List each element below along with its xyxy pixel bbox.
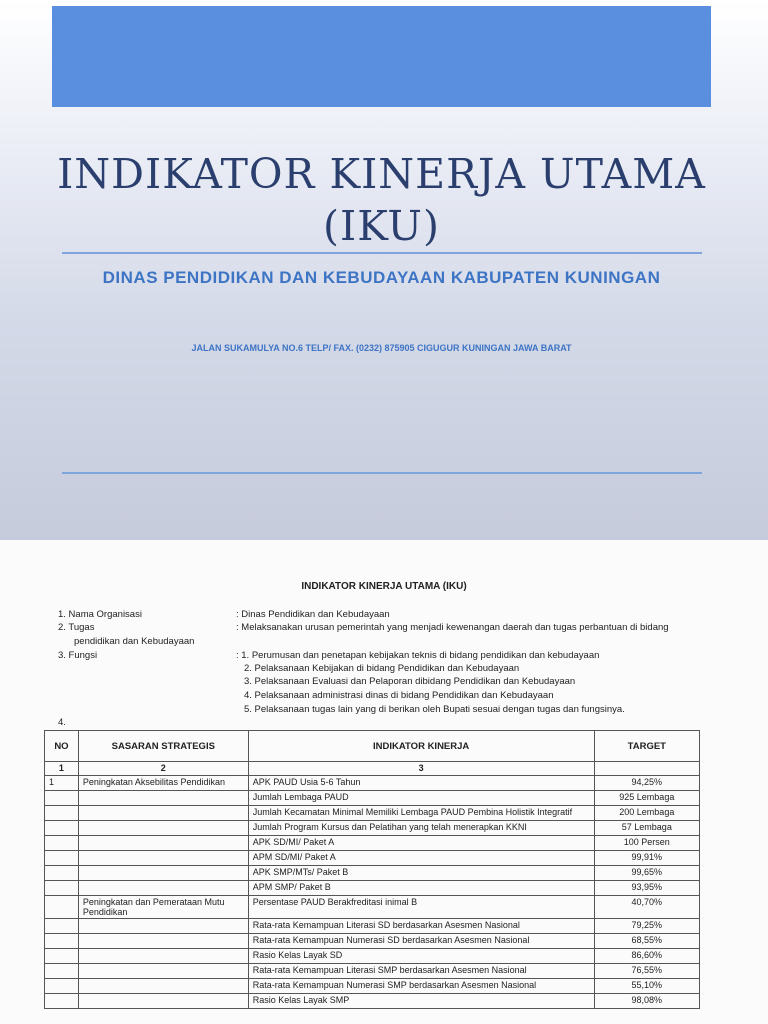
cell-target: 40,70% (594, 896, 699, 919)
cover-title (52, 148, 711, 252)
cover-subtitle: DINAS PENDIDIKAN DAN KEBUDAYAAN KABUPATEN KUNINGAN (102, 268, 661, 287)
cell-target: 98,08% (594, 994, 699, 1009)
document-title: INDIKATOR KINERJA UTAMA (IKU) (301, 581, 467, 592)
cell-sasaran (78, 919, 248, 934)
cell-no: 1 (45, 776, 79, 791)
cell-target: 55,10% (594, 979, 699, 994)
fungsi-item: 4. Pelaksanaan administrasi dinas di bidang Pendidikan dan Kebudayaan (244, 690, 554, 701)
cell-sasaran (78, 994, 248, 1009)
cell-no (45, 949, 79, 964)
cell-indikator: APM SD/MI/ Paket A (248, 851, 594, 866)
fungsi-item: 2. Pelaksanaan Kebijakan di bidang Pendidikan dan Kebudayaan (244, 663, 520, 674)
table-row (45, 949, 700, 964)
cell-no (45, 934, 79, 949)
table-row (45, 851, 700, 866)
cell-indikator: APK PAUD Usia 5-6 Tahun (248, 776, 594, 791)
cell-target: 86,60% (594, 949, 699, 964)
cell-target: 99,91% (594, 851, 699, 866)
col-number (594, 762, 699, 776)
cell-no (45, 791, 79, 806)
cover-header-band (52, 6, 711, 107)
table-row (45, 994, 700, 1009)
cell-sasaran: Peningkatan dan Pemerataan Mutu Pendidikan (78, 896, 248, 919)
table-row (45, 806, 700, 821)
cell-target: 925 Lembaga (594, 791, 699, 806)
info-value-nama: : Dinas Pendidikan dan Kebudayaan (236, 609, 390, 620)
cell-target: 57 Lembaga (594, 821, 699, 836)
cell-indikator: Persentase PAUD Berakfreditasi inimal B (248, 896, 594, 919)
cell-indikator: APM SMP/ Paket B (248, 881, 594, 896)
table-row (45, 791, 700, 806)
cell-target: 99,65% (594, 866, 699, 881)
cell-target: 94,25% (594, 776, 699, 791)
table-row (45, 919, 700, 934)
cell-sasaran (78, 821, 248, 836)
cell-sasaran (78, 866, 248, 881)
col-number: 3 (248, 762, 594, 776)
info-label-tugas: 2. Tugas (58, 622, 95, 633)
table-row (45, 934, 700, 949)
cell-sasaran (78, 806, 248, 821)
cell-indikator: Rata-rata Kemampuan Numerasi SMP berdasarkan Asesmen Nasional (248, 979, 594, 994)
cell-sasaran: Peningkatan Aksebilitas Pendidikan (78, 776, 248, 791)
cell-target: 200 Lembaga (594, 806, 699, 821)
header-indikator: INDIKATOR KINERJA (248, 731, 594, 762)
table-row (45, 821, 700, 836)
table-row (45, 881, 700, 896)
cell-indikator: APK SD/MI/ Paket A (248, 836, 594, 851)
header-sasaran: SASARAN STRATEGIS (78, 731, 248, 762)
cell-no (45, 994, 79, 1009)
cell-indikator: Jumlah Kecamatan Minimal Memiliki Lembaga PAUD Pembina Holistik Integratif (248, 806, 594, 821)
cell-no (45, 851, 79, 866)
cell-target: 100 Persen (594, 836, 699, 851)
info-label-nama: 1. Nama Organisasi (58, 609, 142, 620)
cell-indikator: Rasio Kelas Layak SD (248, 949, 594, 964)
cell-sasaran (78, 964, 248, 979)
cell-no (45, 896, 79, 919)
cell-sasaran (78, 851, 248, 866)
info-value-tugas: : Melaksanakan urusan pemerintah yang menjadi kewenangan daerah dan tugas perbantuan di bidang (236, 622, 669, 633)
header-target: TARGET (594, 731, 699, 762)
iku-table (44, 730, 700, 1009)
cell-indikator: Rata-rata Kemampuan Numerasi SD berdasarkan Asesmen Nasional (248, 934, 594, 949)
cell-no (45, 881, 79, 896)
cell-target: 76,55% (594, 964, 699, 979)
cell-no (45, 964, 79, 979)
table-header-row (45, 731, 700, 762)
cell-indikator: Rata-rata Kemampuan Literasi SD berdasarkan Asesmen Nasional (248, 919, 594, 934)
cell-indikator: Rata-rata Kemampuan Literasi SMP berdasarkan Asesmen Nasional (248, 964, 594, 979)
cell-indikator: Jumlah Lembaga PAUD (248, 791, 594, 806)
cell-sasaran (78, 881, 248, 896)
table-row (45, 776, 700, 791)
table-row (45, 836, 700, 851)
cover-top-rule (62, 252, 702, 254)
cell-target: 68,55% (594, 934, 699, 949)
cell-target: 79,25% (594, 919, 699, 934)
table-row (45, 979, 700, 994)
header-no: NO (45, 731, 79, 762)
table-row (45, 964, 700, 979)
info-label-tugas-cont: pendidikan dan Kebudayaan (74, 636, 195, 647)
cell-indikator: Jumlah Program Kursus dan Pelatihan yang telah menerapkan KKNI (248, 821, 594, 836)
cell-no (45, 866, 79, 881)
cell-no (45, 979, 79, 994)
cover-bottom-rule (62, 472, 702, 474)
cell-indikator: APK SMP/MTs/ Paket B (248, 866, 594, 881)
cell-sasaran (78, 836, 248, 851)
cell-target: 93,95% (594, 881, 699, 896)
info-item-4: 4. (58, 717, 66, 728)
info-label-fungsi: 3. Fungsi (58, 650, 98, 661)
cell-no (45, 806, 79, 821)
cell-sasaran (78, 934, 248, 949)
cell-sasaran (78, 791, 248, 806)
fungsi-item: 3. Pelaksanaan Evaluasi dan Pelaporan dibidang Pendidikan dan Kebudayaan (244, 676, 576, 687)
info-value-fungsi: : 1. Perumusan dan penetapan kebijakan teknis di bidang pendidikan dan kebudayaan (236, 650, 600, 661)
table-row (45, 866, 700, 881)
cell-no (45, 821, 79, 836)
cell-sasaran (78, 949, 248, 964)
col-number: 1 (45, 762, 79, 776)
cover-title-line2: (IKU) (323, 202, 440, 250)
cover-title-line1: INDIKATOR KINERJA UTAMA (57, 150, 706, 198)
cell-no (45, 836, 79, 851)
cell-no (45, 919, 79, 934)
cell-indikator: Rasio Kelas Layak SMP (248, 994, 594, 1009)
column-number-row (45, 762, 700, 776)
cell-sasaran (78, 979, 248, 994)
cover-address: JALAN SUKAMULYA NO.6 TELP/ FAX. (0232) 875905 CIGUGUR KUNINGAN JAWA BARAT (191, 343, 572, 353)
col-number: 2 (78, 762, 248, 776)
table-row (45, 896, 700, 919)
fungsi-item: 5. Pelaksanaan tugas lain yang di berikan oleh Bupati sesuai dengan tugas dan fungsinya. (244, 704, 625, 715)
